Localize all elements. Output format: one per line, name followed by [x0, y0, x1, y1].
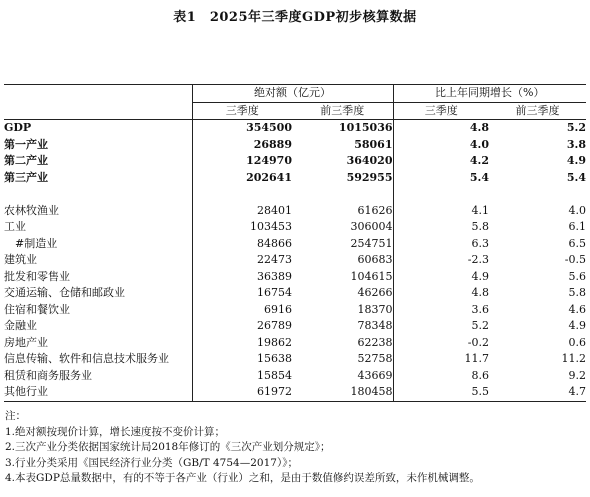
cell-abs-first3: [292, 186, 393, 203]
cell-abs-q3: 16754: [192, 285, 292, 302]
header-growth-first3: 前三季度: [489, 102, 586, 120]
table-row: [4, 302, 586, 319]
table-title: 表1 2025年三季度GDP初步核算数据: [173, 10, 417, 25]
footnote-line: 3.行业分类采用《国民经济行业分类（GB/T 4754—2017）》；: [5, 456, 298, 469]
header-corner-lower: [4, 102, 192, 120]
row-label: 其他行业: [4, 384, 192, 401]
cell-abs-first3: 180458: [292, 384, 393, 401]
table-row: [4, 384, 586, 401]
table-row: [4, 137, 586, 154]
cell-growth-first3: 11.2: [561, 352, 587, 365]
header-absolute: 绝对额（亿元）: [192, 85, 393, 103]
cell-growth-first3: 6.1: [568, 220, 587, 233]
cell-abs-first3: 1015036: [338, 121, 393, 134]
cell-growth-q3: -0.2: [393, 335, 489, 352]
cell-abs-first3: 18370: [357, 302, 393, 316]
row-label: 交通运输、仓储和邮政业: [4, 286, 125, 299]
header-corner: [4, 85, 192, 103]
cell-growth-first3: 4.7: [489, 384, 586, 401]
table-row: [4, 203, 586, 220]
cell-abs-first3: 104615: [350, 269, 393, 283]
cell-growth-q3: 4.0: [393, 137, 489, 154]
cell-abs-first3: 46266: [357, 286, 393, 299]
row-label: 租赁和商务服务业: [4, 368, 92, 382]
cell-growth-q3: 5.8: [393, 219, 489, 236]
cell-growth-first3: [489, 186, 586, 203]
row-label: [4, 186, 192, 203]
row-label: 第二产业: [4, 154, 48, 167]
footnote-line: 1.绝对额按现价计算，增长速度按不变价计算；: [5, 425, 226, 438]
cell-growth-q3: 6.3: [393, 236, 489, 253]
cell-growth-q3: 11.7: [393, 351, 489, 368]
cell-abs-q3: 19862: [192, 335, 292, 352]
cell-growth-q3: 5.5: [393, 384, 489, 401]
cell-abs-first3: 592955: [346, 170, 393, 184]
cell-abs-q3: [192, 186, 292, 203]
cell-growth-first3: 5.6: [568, 269, 587, 283]
row-label: GDP: [4, 121, 32, 134]
cell-growth-first3: 4.6: [568, 302, 587, 316]
cell-growth-q3: 4.8: [393, 285, 489, 302]
row-label: 第三产业: [4, 170, 48, 184]
cell-abs-first3: 78348: [357, 319, 393, 332]
cell-growth-first3: 4.0: [568, 203, 587, 217]
cell-abs-first3: 306004: [350, 220, 393, 233]
row-label: 工业: [4, 220, 26, 233]
row-label: 批发和零售业: [4, 269, 70, 283]
cell-growth-q3: [393, 186, 489, 203]
header-row-groups: [4, 85, 586, 103]
table-row: [4, 269, 586, 286]
row-label: 金融业: [4, 319, 37, 332]
cell-growth-first3: 4.9: [566, 154, 587, 167]
row-label: 建筑业: [4, 253, 37, 266]
footnote-line: 2.三次产业分类依据国家统计局2018年修订的《三次产业划分规定》；: [5, 441, 331, 453]
table-row: [4, 335, 586, 352]
cell-abs-q3: 15854: [192, 368, 292, 385]
cell-growth-q3: 4.2: [393, 153, 489, 170]
cell-growth-q3: 8.6: [393, 368, 489, 385]
header-growth-q3: 三季度: [393, 102, 489, 120]
cell-abs-first3: 254751: [350, 236, 393, 250]
cell-abs-first3: 61626: [357, 203, 393, 217]
cell-abs-q3: 36389: [192, 269, 292, 286]
table-row: [4, 252, 586, 269]
row-label: 农林牧渔业: [4, 203, 59, 217]
header-row-periods: [4, 102, 586, 120]
cell-abs-first3: 364020: [346, 154, 393, 167]
cell-growth-q3: 5.4: [393, 170, 489, 187]
table-row: [4, 219, 586, 236]
header-abs-first3: 前三季度: [292, 102, 393, 120]
cell-abs-first3: 58061: [354, 137, 393, 151]
cell-abs-q3: 103453: [192, 219, 292, 236]
cell-abs-q3: 6916: [192, 302, 292, 319]
cell-growth-first3: 5.8: [568, 286, 587, 299]
row-label: 第一产业: [4, 137, 48, 151]
cell-growth-first3: 9.2: [568, 368, 587, 382]
header-growth: 比上年同期增长（%）: [393, 85, 586, 103]
cell-growth-first3: 0.6: [568, 335, 587, 349]
cell-abs-q3: 15638: [192, 351, 292, 368]
cell-growth-first3: 6.5: [568, 236, 587, 250]
cell-growth-q3: -2.3: [393, 252, 489, 269]
cell-abs-q3: 61972: [192, 384, 292, 401]
cell-abs-first3: 60683: [357, 253, 393, 266]
cell-growth-q3: 3.6: [393, 302, 489, 319]
table-row: [4, 236, 586, 253]
cell-growth-first3: 5.4: [566, 170, 587, 184]
cell-abs-first3: 43669: [357, 368, 393, 382]
row-label: #制造业: [4, 236, 58, 250]
cell-abs-q3: 22473: [192, 252, 292, 269]
table-row: [4, 318, 586, 335]
gdp-table: [4, 84, 586, 402]
table-row: [4, 285, 586, 302]
cell-abs-q3: 26789: [192, 318, 292, 335]
table-row: [4, 368, 586, 385]
table-row: [4, 170, 586, 187]
row-label: 房地产业: [4, 335, 48, 349]
cell-abs-q3: 202641: [192, 170, 292, 187]
cell-growth-q3: 4.8: [393, 120, 489, 137]
cell-abs-q3: 84866: [192, 236, 292, 253]
footnotes: [5, 409, 585, 487]
footnote-line: 4.本表GDP总量数据中，有的不等于各产业（行业）之和，是由于数值修约误差所致，未作机械调整。: [5, 472, 480, 484]
cell-growth-q3: 4.1: [393, 203, 489, 220]
table-body: [4, 85, 586, 402]
table-row: [4, 186, 586, 203]
table-row: [4, 351, 586, 368]
row-label: 住宿和餐饮业: [4, 302, 70, 316]
header-abs-q3: 三季度: [192, 102, 292, 120]
table-row: [4, 120, 586, 137]
cell-growth-q3: 5.2: [393, 318, 489, 335]
cell-growth-first3: -0.5: [564, 253, 587, 266]
cell-abs-q3: 124970: [192, 153, 292, 170]
cell-abs-q3: 28401: [192, 203, 292, 220]
footnote-line: 注：: [5, 410, 26, 422]
table-row: [4, 153, 586, 170]
cell-abs-q3: 354500: [192, 120, 292, 137]
cell-abs-first3: 52758: [357, 352, 393, 365]
cell-growth-first3: 5.2: [566, 121, 587, 134]
cell-abs-q3: 26889: [192, 137, 292, 154]
cell-growth-first3: 3.8: [566, 137, 587, 151]
cell-growth-first3: 4.9: [568, 319, 587, 332]
cell-abs-first3: 62238: [357, 335, 393, 349]
row-label: 信息传输、软件和信息技术服务业: [4, 352, 169, 365]
cell-growth-q3: 4.9: [393, 269, 489, 286]
